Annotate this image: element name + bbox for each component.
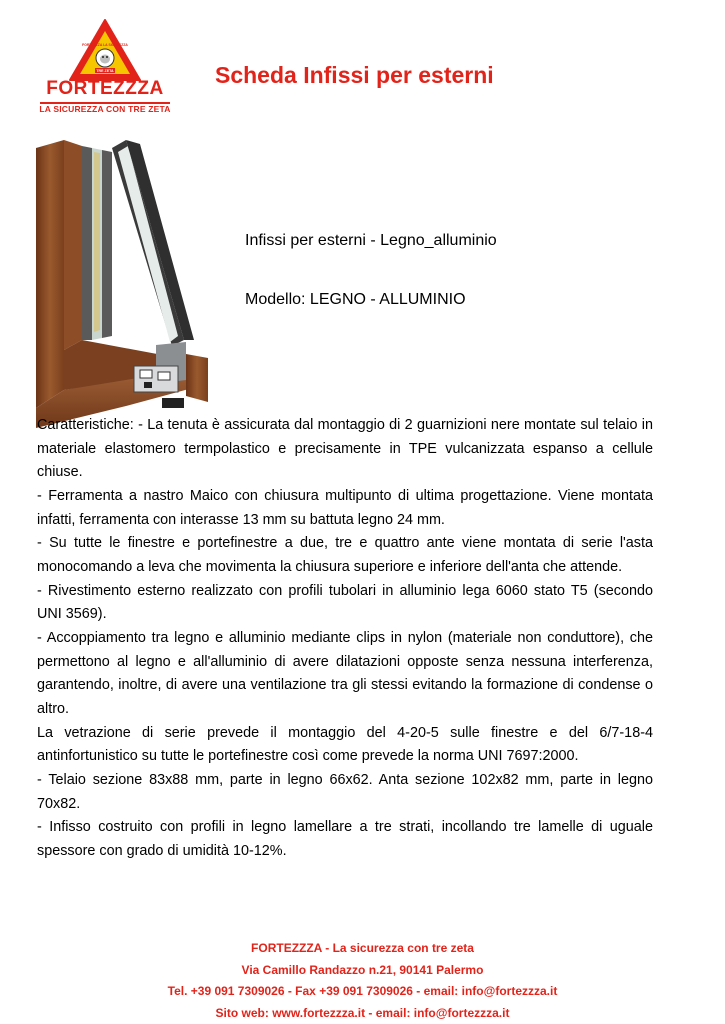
emblem-text: FORTEZZZA LA SICUREZZA [82,43,128,47]
emblem-badge-text: TRE ZETA [96,69,114,73]
page-title: Scheda Infissi per esterni [215,62,494,88]
product-type: Infissi per esterni - Legno_alluminio [245,232,497,249]
description-paragraph: - Rivestimento esterno realizzato con profili tubolari in alluminio lega 6060 stato T5 (secondo UNI 3569). [37,582,653,623]
description-paragraph: - Infisso costruito con profili in legno lamellare a tre strati, incollando tre lamelle di uguale spessore con grado di umidità 10-12%. [37,819,653,859]
footer-website: Sito web: www.fortezzza.it - email: info@fortezzza.it [215,1005,510,1020]
footer-contacts: Tel. +39 091 7309026 - Fax +39 091 7309026 - email: info@fortezzza.it [167,984,558,999]
warning-triangle-emblem [68,18,142,82]
description-paragraph: - Su tutte le finestre e portefinestre a due, tre e quattro ante viene montata di serie l'asta monocomando a leva che movimenta la chiusura superiore e inferiore dell'anta che attende. [37,535,653,575]
company-logo [36,18,174,114]
description-paragraph: - Accoppiamento tra legno e alluminio mediante clips in nylon (materiale non conduttore), che permettono al legno e all'alluminio di avere dilatazioni opposte senza nessuna interferenza, garantendo, inoltre, di avere una ventilazione tra gli stessi evitando la formazione di condense o altro. [37,629,653,717]
footer-address: Via Camillo Randazzo n.21, 90141 Palermo [241,962,484,977]
window-frame-section-image [36,140,208,428]
product-description [37,414,653,863]
description-paragraph: Caratteristiche: - La tenuta è assicurata dal montaggio di 2 guarnizioni nere montate sul telaio in materiale elastomero termpolastico e precisamente in TPE vulcanizzata espanso a cellule chiuse. [37,417,653,481]
product-model: Modello: LEGNO - ALLUMINIO [245,291,466,308]
brand-tagline: LA SICUREZZA CON TRE ZETA [39,104,171,114]
brand-name: FORTEZZZA [46,78,164,99]
description-paragraph: - Ferramenta a nastro Maico con chiusura multipunto di ultima progettazione. Viene montata infatti, ferramenta con interasse 13 mm su battuta legno 24 mm. [37,487,653,528]
description-paragraph: - Telaio sezione 83x88 mm, parte in legno 66x62. Anta sezione 102x82 mm, parte in legno 70x82. [37,771,653,812]
page-footer [0,938,725,1024]
footer-company: FORTEZZZA - La sicurezza con tre zeta [251,941,474,955]
description-paragraph: La vetrazione di serie prevede il montaggio del 4-20-5 sulle finestre e del 6/7-18-4 antinfortunistico su tutte le portefinestre così come prevede la norma UNI 7697:2000. [37,724,653,765]
